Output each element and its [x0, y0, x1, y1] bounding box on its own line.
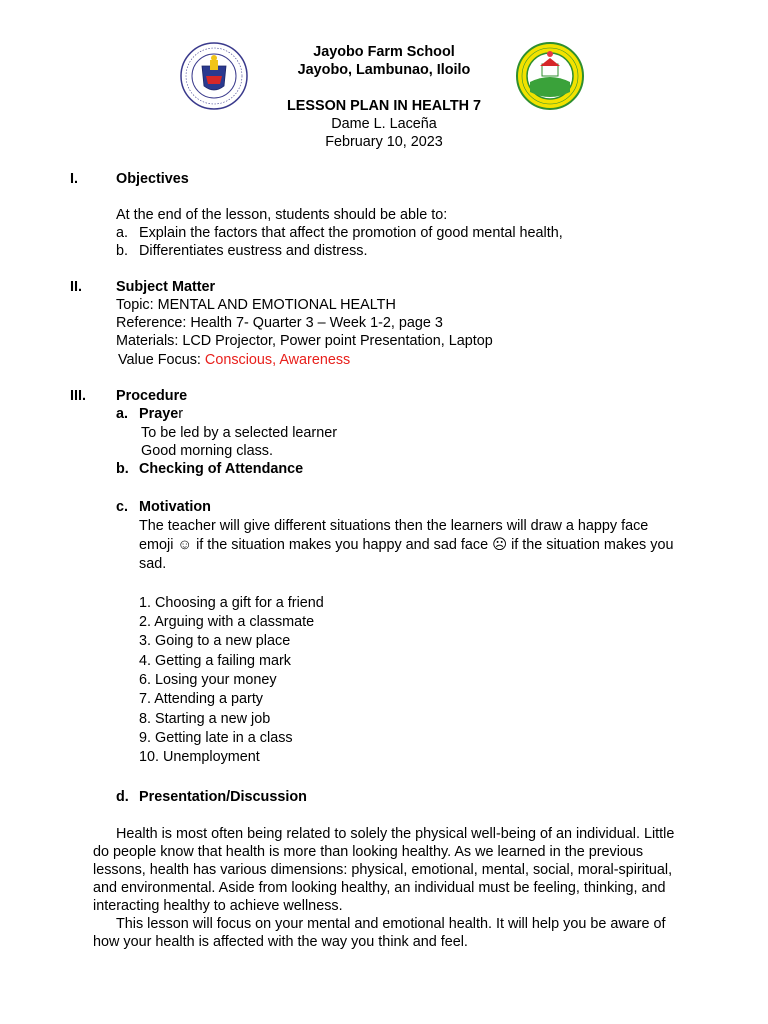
discussion-paragraph-1-line: and environmental. Aside from looking healthy, an individual must be feeling, thinking, and [93, 880, 666, 896]
prayer-line-1: To be led by a selected learner [141, 425, 337, 441]
procedure-heading: Procedure [116, 388, 188, 404]
section-numeral-objectives: I. [70, 171, 78, 187]
attendance-letter: b. [116, 461, 129, 477]
situation-item: 6. Losing your money [139, 672, 277, 688]
objective-a-text: Explain the factors that affect the promotion of good mental health, [139, 225, 563, 241]
prayer-heading [139, 405, 183, 424]
objectives-heading: Objectives [116, 171, 189, 187]
motivation-line-2: emoji ☺ if the situation makes you happy and sad face ☹ if the situation makes you [139, 537, 674, 553]
subject-matter-heading: Subject Matter [116, 279, 216, 295]
discussion-paragraph-1-line: lessons, health has various dimensions: physical, emotional, mental, social, moral-spiritual, [93, 862, 673, 878]
situation-item: 10. Unemployment [139, 749, 260, 765]
prayer-heading-rest: r [178, 406, 184, 422]
presentation-letter: d. [116, 789, 129, 805]
school-name: Jayobo Farm School [313, 44, 455, 60]
motivation-heading: Motivation [139, 499, 211, 515]
teacher-name: Dame L. Laceña [331, 116, 437, 132]
discussion-paragraph-2-line: how your health is affected with the way you think and feel. [93, 934, 468, 950]
situation-item: 1. Choosing a gift for a friend [139, 595, 324, 611]
motivation-line-1: The teacher will give different situations then the learners will draw a happy face [139, 518, 649, 534]
situation-item: 3. Going to a new place [139, 633, 291, 649]
materials-line: Materials: LCD Projector, Power point Presentation, Laptop [116, 333, 493, 349]
prayer-letter: a. [116, 406, 129, 422]
value-focus-line [118, 351, 350, 370]
situation-item: 4. Getting a failing mark [139, 653, 291, 669]
situation-item: 2. Arguing with a classmate [139, 614, 315, 630]
objective-b-letter: b. [116, 243, 129, 259]
lesson-date: February 10, 2023 [325, 134, 443, 150]
motivation-line-3: sad. [139, 556, 167, 572]
section-numeral-procedure: III. [70, 388, 86, 404]
situation-item: 7. Attending a party [139, 691, 264, 707]
objective-a-letter: a. [116, 225, 129, 241]
discussion-paragraph-1-line: interacting healthy to achieve wellness. [93, 898, 343, 914]
topic-line: Topic: MENTAL AND EMOTIONAL HEALTH [116, 297, 396, 313]
prayer-line-2: Good morning class. [141, 443, 273, 459]
value-focus-value: Conscious, Awareness [204, 352, 351, 368]
discussion-paragraph-2-line: This lesson will focus on your mental and emotional health. It will help you be aware of [116, 916, 666, 932]
attendance-heading: Checking of Attendance [139, 461, 304, 477]
section-numeral-subject-matter: II. [70, 279, 82, 295]
situation-item: 8. Starting a new job [139, 711, 271, 727]
objective-b-text: Differentiates eustress and distress. [139, 243, 368, 259]
reference-line: Reference: Health 7- Quarter 3 – Week 1-2, page 3 [116, 315, 443, 331]
discussion-paragraph-1-line: Health is most often being related to solely the physical well-being of an individual. Little [116, 826, 675, 842]
presentation-heading: Presentation/Discussion [139, 789, 307, 805]
value-focus-label: Value Focus: [118, 352, 205, 368]
lesson-plan-title: LESSON PLAN IN HEALTH 7 [286, 98, 482, 114]
objectives-intro: At the end of the lesson, students should be able to: [116, 207, 448, 223]
situation-item: 9. Getting late in a class [139, 730, 293, 746]
prayer-heading-bold: Praye [139, 406, 179, 422]
school-address: Jayobo, Lambunao, Iloilo [297, 62, 471, 78]
discussion-paragraph-1-line: do people know that health is more than looking healthy. As we learned in the previous [93, 844, 644, 860]
motivation-letter: c. [116, 499, 129, 515]
